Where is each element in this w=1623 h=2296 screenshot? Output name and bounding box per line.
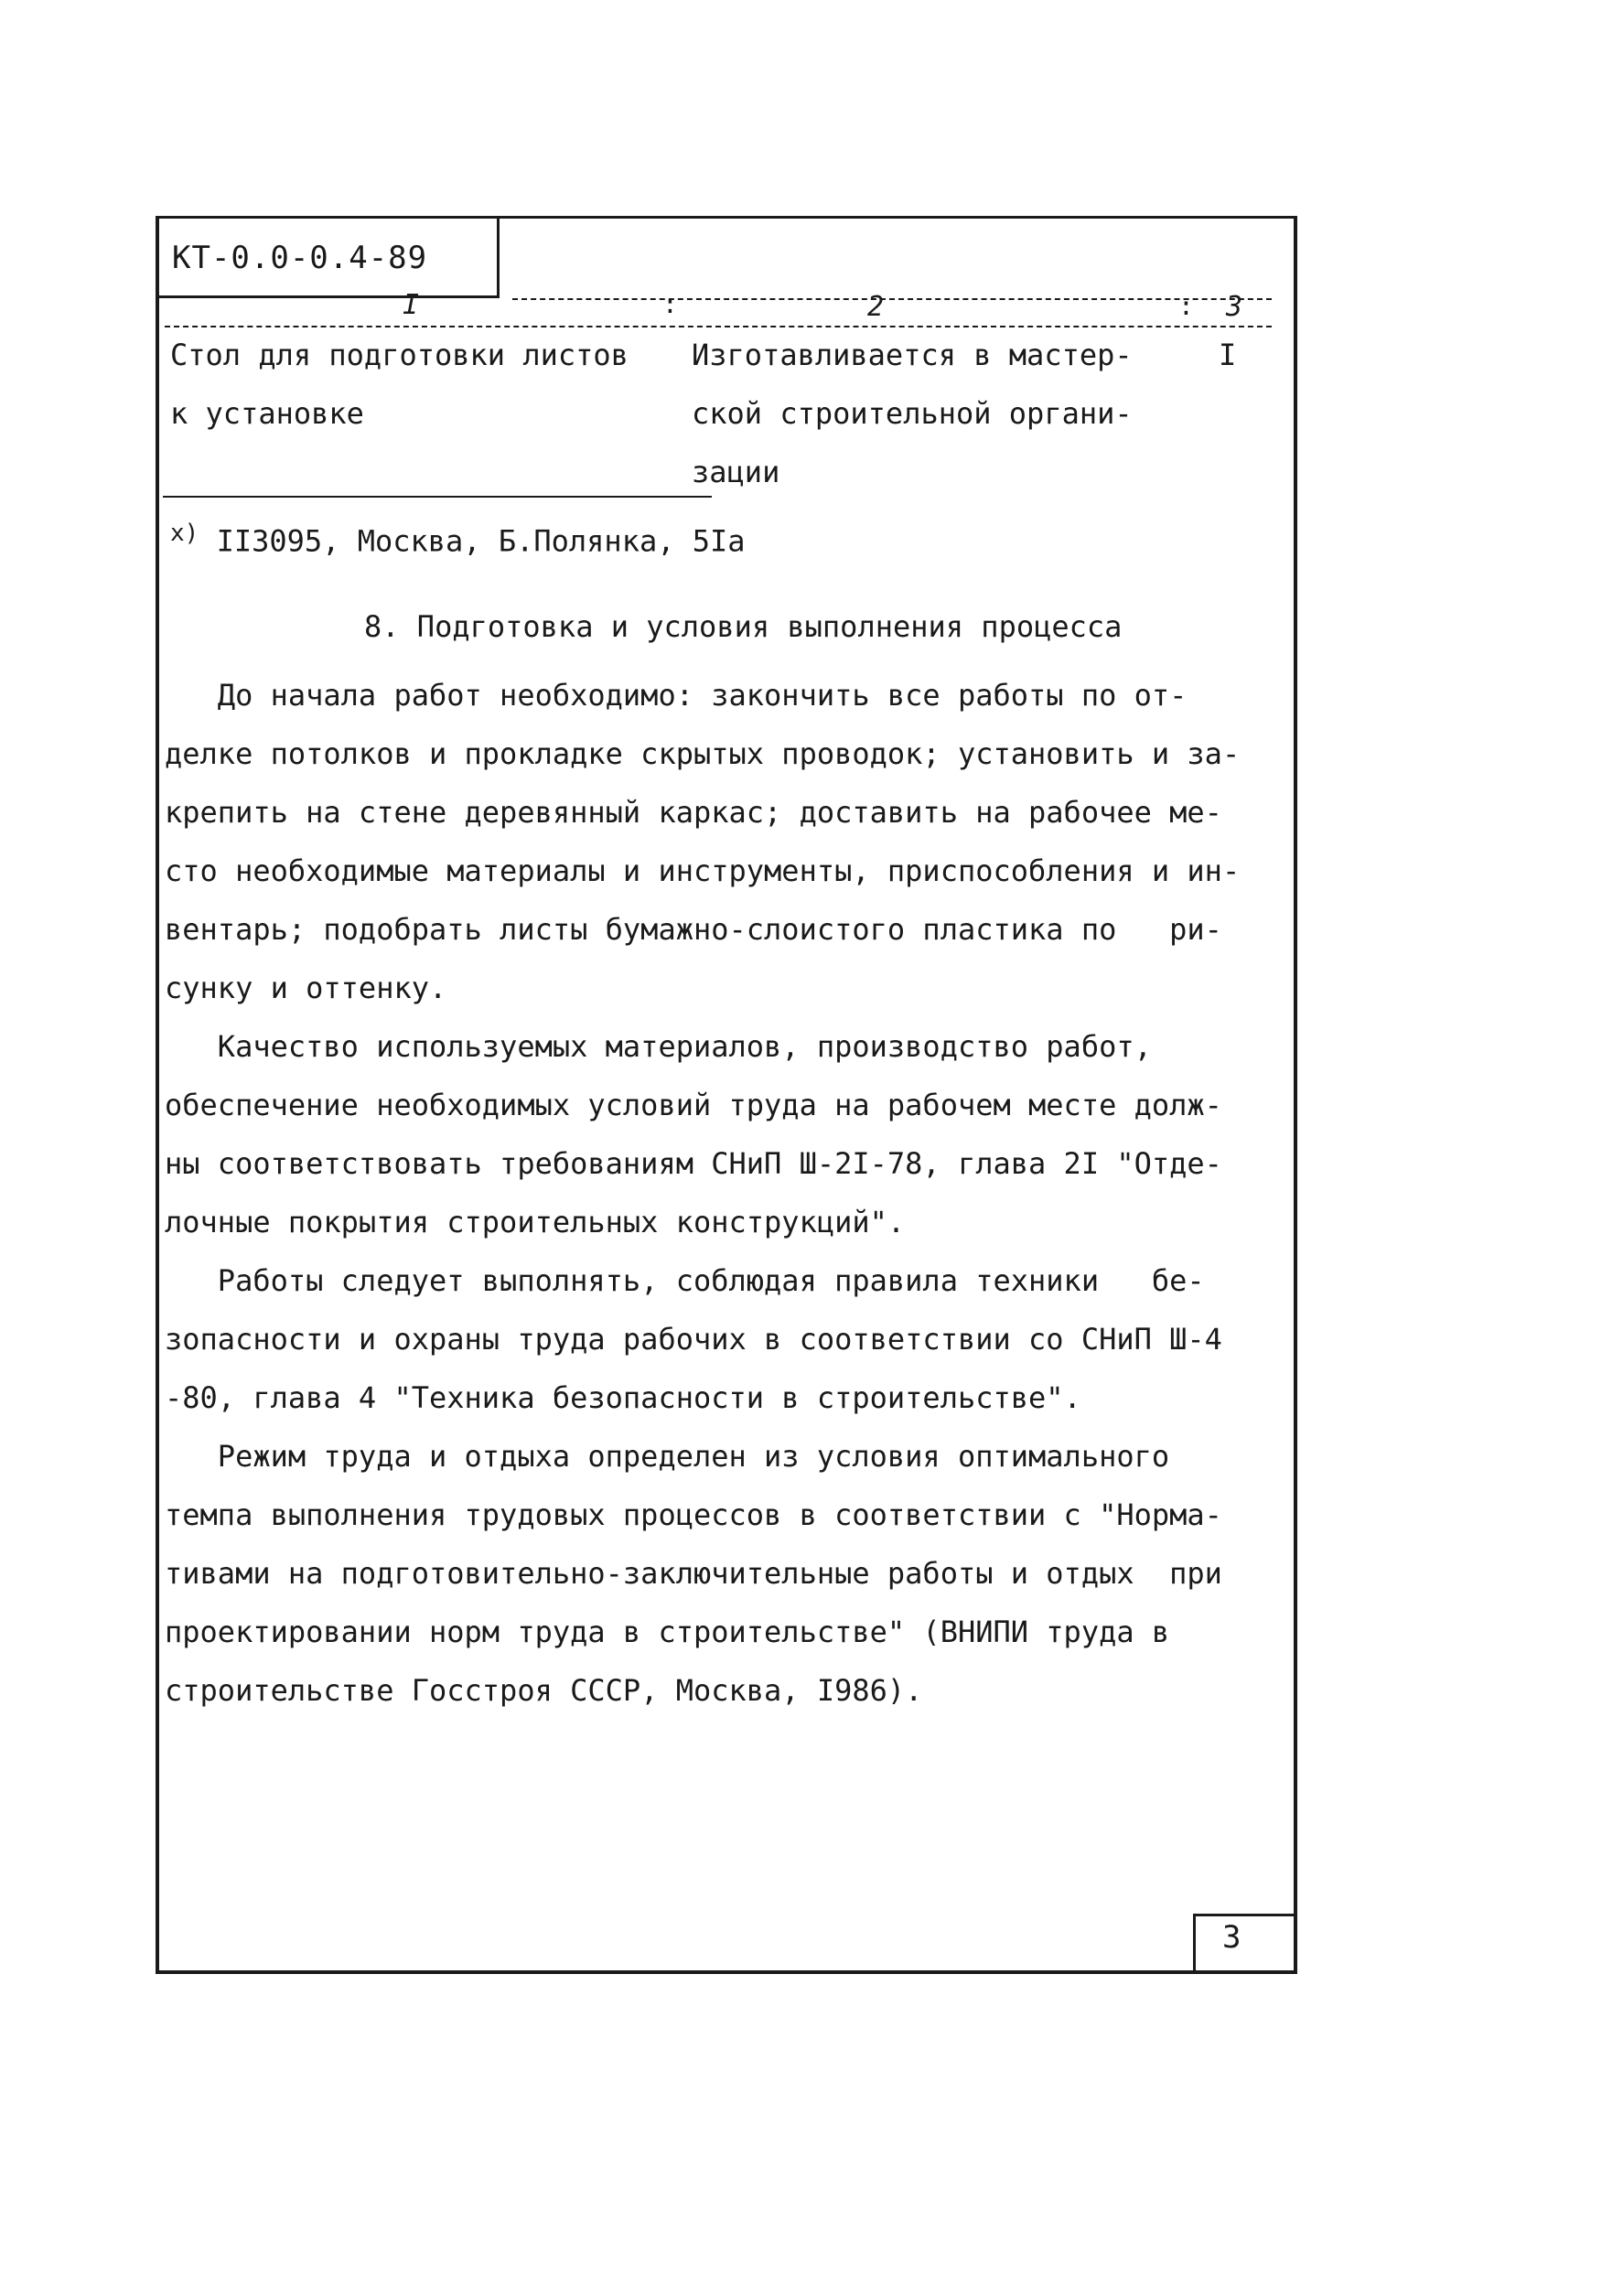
footnote-text: II3095, Москва, Б.Полянка, 5Iа xyxy=(216,523,746,559)
body-line: обеспечение необходимых условий труда на рабочем месте долж- xyxy=(165,1088,1222,1122)
body-line: тивами на подготовительно-заключительные работы и отдых при xyxy=(165,1556,1222,1591)
body-line: До начала работ необходимо: закончить все работы по от- xyxy=(165,678,1188,713)
row-name-line-1: Стол для подготовки листов xyxy=(170,338,629,372)
body-line: зопасности и охраны труда рабочих в соответствии со СНиП Ш-4 xyxy=(165,1322,1222,1357)
row-name-line-2: к установке xyxy=(170,396,364,431)
page-number: 3 xyxy=(1222,1919,1241,1956)
body-line: строительстве Госстроя СССР, Москва, I986). xyxy=(165,1673,923,1708)
body-line: вентарь; подобрать листы бумажно-слоистого пластика по ри- xyxy=(165,912,1222,947)
column-separator-1: : xyxy=(662,289,678,319)
footnote-marker: х) xyxy=(170,520,199,547)
body-line: лочные покрытия строительных конструкций". xyxy=(165,1205,906,1239)
body-line: Режим труда и отдыха определен из условия оптимального xyxy=(165,1439,1170,1474)
document-code: КТ-0.0-0.4-89 xyxy=(172,240,428,276)
section-heading: 8. Подготовка и условия выполнения процесса xyxy=(364,609,1123,644)
column-number-2: 2 xyxy=(867,291,885,323)
section-body xyxy=(165,666,1263,1720)
footnote xyxy=(170,520,746,559)
body-line: сунку и оттенку. xyxy=(165,971,447,1005)
row-quantity: I xyxy=(1219,338,1237,372)
column-separator-2: : xyxy=(1178,291,1194,321)
body-line: ны соответствовать требованиям СНиП Ш-2I-78, глава 2I "Отде- xyxy=(165,1146,1222,1181)
column-header-divider-top xyxy=(512,298,1272,300)
body-line: Качество используемых материалов, производство работ, xyxy=(165,1029,1152,1064)
body-line: Работы следует выполнять, соблюдая правила техники бе- xyxy=(165,1263,1205,1298)
page-number-box xyxy=(1193,1914,1297,1974)
row-underline xyxy=(163,496,712,498)
row-note-line-1: Изготавливается в мастер- xyxy=(692,338,1133,372)
body-line: темпа выполнения трудовых процессов в соответствии с "Норма- xyxy=(165,1497,1222,1532)
body-line: делке потолков и прокладке скрытых проводок; установить и за- xyxy=(165,736,1241,771)
body-line: проектировании норм труда в строительстве" (ВНИПИ труда в xyxy=(165,1615,1170,1649)
column-number-1: I xyxy=(403,289,420,321)
body-line: сто необходимые материалы и инструменты, приспособления и ин- xyxy=(165,853,1241,888)
row-note-line-3: зации xyxy=(692,455,780,489)
body-line: -80, глава 4 "Техника безопасности в строительстве". xyxy=(165,1380,1081,1415)
row-note-line-2: ской строительной органи- xyxy=(692,396,1133,431)
body-line: крепить на стене деревянный каркас; доставить на рабочее ме- xyxy=(165,795,1222,830)
column-number-3: 3 xyxy=(1226,291,1243,323)
